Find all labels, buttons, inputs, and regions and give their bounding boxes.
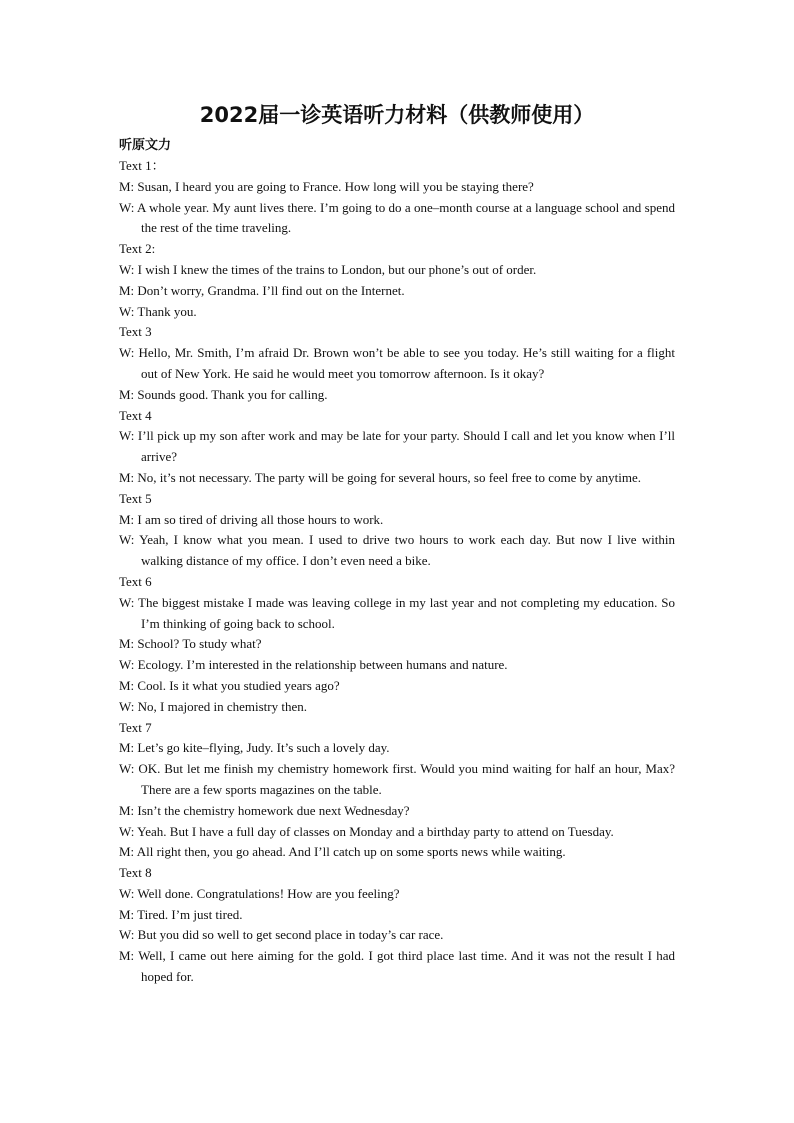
dialogue-line: M: Cool. Is it what you studied years ago?	[119, 677, 340, 693]
dialogue-line: M: Sounds good. Thank you for calling.	[119, 386, 328, 402]
dialogue-line: W: Yeah, I know what you mean. I used to drive two hours to work each day. But now I live within walking distance of my office. I don’t even need a bike.	[119, 532, 675, 569]
dialogue-line: W: I’ll pick up my son after work and may be late for your party. Should I call and let you know when I’ll arrive?	[119, 428, 675, 465]
dialogue-line: W: Yeah. But I have a full day of classes on Monday and a birthday party to attend on Tuesday.	[119, 823, 614, 839]
transcript-section	[119, 239, 675, 322]
dialogue-line: M: Don’t worry, Grandma. I’ll find out on the Internet.	[119, 282, 405, 298]
dialogue-line: W: Thank you.	[119, 303, 197, 319]
dialogue-line: W: Ecology. I’m interested in the relationship between humans and nature.	[119, 657, 508, 673]
document-title: 2022届一诊英语听力材料（供教师使用）	[199, 103, 595, 127]
text-label: Text 7	[119, 719, 152, 735]
dialogue-line: W: I wish I knew the times of the trains to London, but our phone’s out of order.	[119, 261, 537, 277]
text-label: Text 3	[119, 324, 152, 340]
transcript-section	[119, 863, 675, 988]
dialogue-line: M: Well, I came out here aiming for the gold. I got third place last time. And it was not the result I had hoped for.	[119, 948, 675, 985]
dialogue-line: W: Hello, Mr. Smith, I’m afraid Dr. Brown won’t be able to see you today. He’s still waiting for a flight out of New York. He said he would meet you tomorrow afternoon. Is it okay?	[119, 345, 675, 381]
dialogue-line: M: Isn’t the chemistry homework due next Wednesday?	[119, 802, 410, 818]
transcript-section	[119, 156, 675, 239]
text-label: Text 6	[119, 573, 152, 589]
dialogue-line: W: No, I majored in chemistry then.	[119, 698, 307, 714]
dialogue-line: W: But you did so well to get second place in today’s car race.	[119, 927, 444, 943]
dialogue-line: M: No, it’s not necessary. The party will be going for several hours, so feel free to come by anytime.	[119, 469, 642, 485]
dialogue-line: W: The biggest mistake I made was leaving college in my last year and not completing my education. So I’m thinking of going back to school.	[119, 594, 675, 631]
dialogue-line: M: I am so tired of driving all those hours to work.	[119, 511, 384, 527]
transcript-section	[119, 572, 675, 718]
text-label: Text 5	[119, 490, 152, 506]
dialogue-line: M: Susan, I heard you are going to France. How long will you be staying there?	[119, 178, 534, 194]
text-label: Text 4	[119, 407, 152, 423]
transcript	[119, 156, 675, 988]
dialogue-line: W: OK. But let me finish my chemistry homework first. Would you mind waiting for half an hour, Max? There are a few sports magazines on the table.	[119, 761, 675, 797]
transcript-section	[119, 489, 675, 572]
dialogue-line: M: Let’s go kite–flying, Judy. It’s such a lovely day.	[119, 740, 390, 756]
text-label: Text 1：	[119, 158, 165, 173]
dialogue-line: W: A whole year. My aunt lives there. I’m going to do a one–month course at a language school and spend the rest of the time traveling.	[119, 199, 675, 236]
transcript-section	[119, 406, 675, 489]
section-heading: 听原文力	[119, 138, 172, 153]
dialogue-line: M: All right then, you go ahead. And I’ll catch up on some sports news while waiting.	[119, 844, 566, 860]
dialogue-line: M: Tired. I’m just tired.	[119, 906, 243, 922]
dialogue-line: M: School? To study what?	[119, 636, 262, 652]
text-label: Text 2:	[119, 241, 156, 257]
document-page	[119, 100, 675, 988]
transcript-section	[119, 322, 675, 405]
transcript-section	[119, 718, 675, 864]
dialogue-line: W: Well done. Congratulations! How are you feeling?	[119, 885, 400, 901]
text-label: Text 8	[119, 865, 152, 881]
